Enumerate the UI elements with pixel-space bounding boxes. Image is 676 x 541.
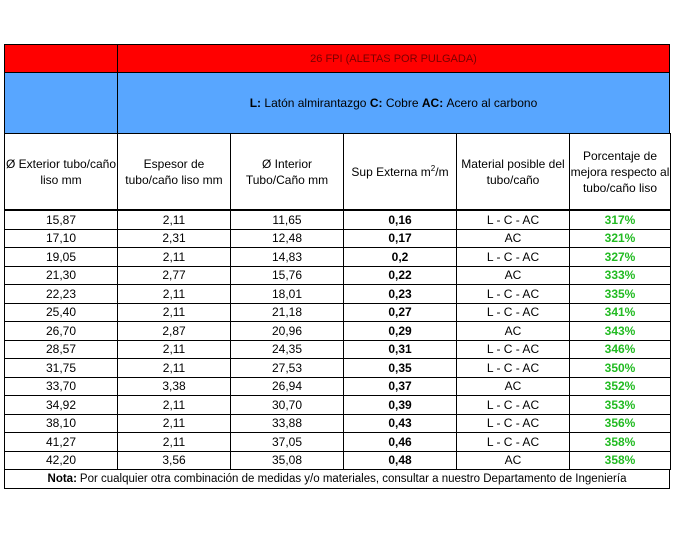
cell-inner-diameter: 11,65 (231, 210, 344, 229)
cell-outer-diameter: 28,57 (5, 340, 118, 359)
header-row (5, 134, 671, 211)
cell-external-surface: 0,2 (344, 248, 457, 267)
cell-thickness: 2,11 (118, 433, 231, 452)
cell-improvement: 321% (570, 229, 671, 248)
cell-inner-diameter: 33,88 (231, 414, 344, 433)
cell-improvement: 343% (570, 322, 671, 341)
spec-table (4, 133, 671, 470)
cell-thickness: 2,11 (118, 340, 231, 359)
footnote (4, 470, 670, 489)
cell-material: L - C - AC (457, 210, 570, 229)
cell-material: AC (457, 229, 570, 248)
cell-material: AC (457, 377, 570, 396)
cell-improvement: 358% (570, 433, 671, 452)
cell-material: L - C - AC (457, 396, 570, 415)
cell-outer-diameter: 34,92 (5, 396, 118, 415)
cell-material: L - C - AC (457, 303, 570, 322)
cell-improvement: 333% (570, 266, 671, 285)
cell-outer-diameter: 31,75 (5, 359, 118, 378)
cell-material: L - C - AC (457, 414, 570, 433)
cell-outer-diameter: 21,30 (5, 266, 118, 285)
cell-outer-diameter: 19,05 (5, 248, 118, 267)
cell-inner-diameter: 27,53 (231, 359, 344, 378)
legend-l-key: L: (249, 96, 262, 110)
cell-external-surface: 0,43 (344, 414, 457, 433)
cell-external-surface: 0,27 (344, 303, 457, 322)
cell-external-surface: 0,17 (344, 229, 457, 248)
cell-material: L - C - AC (457, 433, 570, 452)
cell-thickness: 2,11 (118, 359, 231, 378)
cell-outer-diameter: 25,40 (5, 303, 118, 322)
cell-external-surface: 0,46 (344, 433, 457, 452)
header-inner-diameter: Ø Interior Tubo/Caño mm (231, 134, 344, 211)
cell-thickness: 2,31 (118, 229, 231, 248)
cell-material: L - C - AC (457, 285, 570, 304)
cell-material: L - C - AC (457, 248, 570, 267)
table-row (5, 377, 671, 396)
spec-table-container (4, 44, 670, 489)
cell-inner-diameter: 35,08 (231, 451, 344, 470)
cell-material: L - C - AC (457, 340, 570, 359)
cell-improvement: 356% (570, 414, 671, 433)
header-external-surface (344, 134, 457, 211)
cell-external-surface: 0,22 (344, 266, 457, 285)
table-row (5, 266, 671, 285)
cell-inner-diameter: 14,83 (231, 248, 344, 267)
cell-improvement: 353% (570, 396, 671, 415)
legend-band-spacer (5, 73, 118, 133)
header-sup-post: /m (435, 164, 449, 179)
cell-inner-diameter: 37,05 (231, 433, 344, 452)
title-band-text: 26 FPI (ALETAS POR PULGADA) (310, 52, 477, 65)
cell-thickness: 2,11 (118, 248, 231, 267)
cell-inner-diameter: 30,70 (231, 396, 344, 415)
cell-inner-diameter: 20,96 (231, 322, 344, 341)
cell-outer-diameter: 15,87 (5, 210, 118, 229)
legend-ac-key: AC: (421, 96, 444, 110)
cell-improvement: 358% (570, 451, 671, 470)
cell-external-surface: 0,16 (344, 210, 457, 229)
cell-material: AC (457, 322, 570, 341)
cell-improvement: 352% (570, 377, 671, 396)
legend-c-text: Cobre (385, 96, 419, 110)
footnote-label: Nota: (47, 473, 77, 485)
table-row (5, 248, 671, 267)
title-band-spacer (5, 45, 118, 72)
table-row (5, 322, 671, 341)
cell-inner-diameter: 24,35 (231, 340, 344, 359)
cell-external-surface: 0,23 (344, 285, 457, 304)
table-row (5, 210, 671, 229)
legend-text (118, 73, 669, 133)
table-row (5, 451, 671, 470)
cell-thickness: 2,87 (118, 322, 231, 341)
legend-ac-text: Acero al carbono (446, 96, 538, 110)
cell-external-surface: 0,39 (344, 396, 457, 415)
table-row (5, 359, 671, 378)
cell-external-surface: 0,31 (344, 340, 457, 359)
cell-improvement: 341% (570, 303, 671, 322)
cell-outer-diameter: 17,10 (5, 229, 118, 248)
cell-thickness: 2,11 (118, 303, 231, 322)
cell-inner-diameter: 18,01 (231, 285, 344, 304)
table-row (5, 285, 671, 304)
cell-improvement: 346% (570, 340, 671, 359)
table-body (5, 210, 671, 470)
cell-external-surface: 0,37 (344, 377, 457, 396)
cell-outer-diameter: 22,23 (5, 285, 118, 304)
cell-thickness: 2,77 (118, 266, 231, 285)
cell-thickness: 3,56 (118, 451, 231, 470)
table-row (5, 340, 671, 359)
cell-external-surface: 0,35 (344, 359, 457, 378)
header-outer-diameter: Ø Exterior tubo/caño liso mm (5, 134, 118, 211)
cell-outer-diameter: 38,10 (5, 414, 118, 433)
cell-outer-diameter: 42,20 (5, 451, 118, 470)
cell-material: AC (457, 451, 570, 470)
cell-improvement: 317% (570, 210, 671, 229)
cell-inner-diameter: 26,94 (231, 377, 344, 396)
title-band (4, 44, 670, 72)
cell-improvement: 327% (570, 248, 671, 267)
cell-inner-diameter: 21,18 (231, 303, 344, 322)
header-material: Material posible del tubo/caño (457, 134, 570, 211)
cell-external-surface: 0,48 (344, 451, 457, 470)
cell-inner-diameter: 12,48 (231, 229, 344, 248)
cell-thickness: 2,11 (118, 210, 231, 229)
cell-improvement: 350% (570, 359, 671, 378)
cell-thickness: 2,11 (118, 285, 231, 304)
legend-l-text: Latón almirantazgo (264, 96, 367, 110)
table-row (5, 396, 671, 415)
header-improvement: Porcentaje de mejora respecto al tubo/caño liso (570, 134, 671, 211)
table-row (5, 414, 671, 433)
cell-material: L - C - AC (457, 359, 570, 378)
cell-material: AC (457, 266, 570, 285)
cell-thickness: 3,38 (118, 377, 231, 396)
cell-outer-diameter: 26,70 (5, 322, 118, 341)
legend-band (4, 72, 670, 133)
table-row (5, 303, 671, 322)
table-row (5, 433, 671, 452)
table-row (5, 229, 671, 248)
cell-outer-diameter: 33,70 (5, 377, 118, 396)
header-sup-pre: Sup Externa m (351, 164, 431, 179)
footnote-text: Por cualquier otra combinación de medidas y/o materiales, consultar a nuestro Departamento de Ingeniería (79, 473, 627, 485)
cell-thickness: 2,11 (118, 414, 231, 433)
legend-c-key: C: (369, 96, 383, 110)
cell-external-surface: 0,29 (344, 322, 457, 341)
cell-thickness: 2,11 (118, 396, 231, 415)
cell-inner-diameter: 15,76 (231, 266, 344, 285)
cell-outer-diameter: 41,27 (5, 433, 118, 452)
cell-improvement: 335% (570, 285, 671, 304)
header-thickness: Espesor de tubo/caño liso mm (118, 134, 231, 211)
header-sup-exp: 2 (430, 163, 436, 173)
